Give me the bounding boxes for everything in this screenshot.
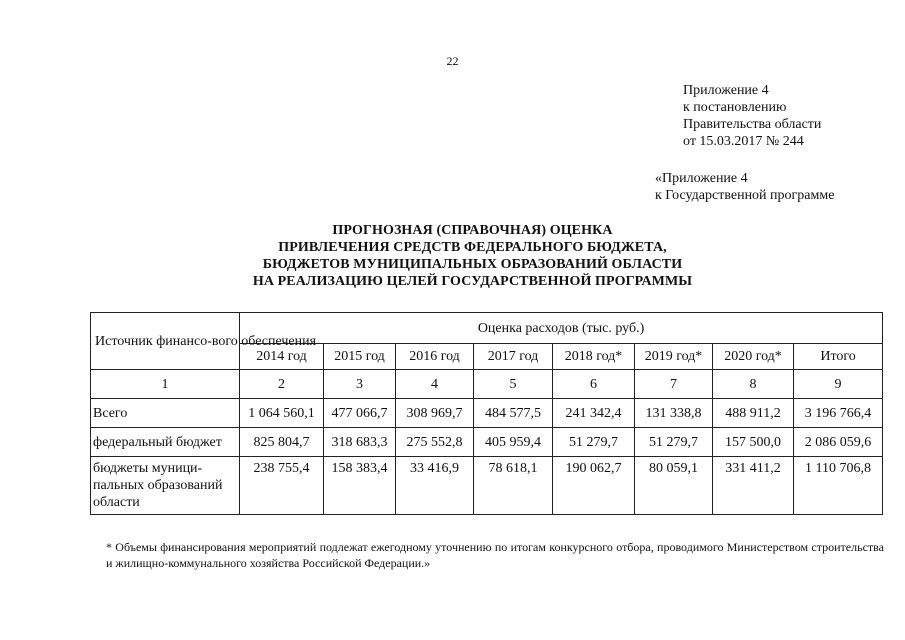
value-cell: 51 279,7 [635, 428, 713, 457]
column-number: 5 [474, 370, 553, 399]
value-cell: 80 059,1 [635, 457, 713, 515]
value-cell: 238 755,4 [240, 457, 324, 515]
table-row [91, 457, 883, 515]
value-cell: 484 577,5 [474, 399, 553, 428]
year-header: 2017 год [474, 344, 553, 370]
footnote: * Объемы финансирования мероприятий подлежат ежегодному уточнению по итогам конкурсного отбора, проводимого Министерством строительства и жилищно-коммунального хозяйства Российской Федерации.» [106, 540, 884, 570]
value-cell: 477 066,7 [324, 399, 396, 428]
value-cell: 157 500,0 [713, 428, 794, 457]
column-number: 8 [713, 370, 794, 399]
value-cell: 33 416,9 [396, 457, 474, 515]
title-line: ПРИВЛЕЧЕНИЯ СРЕДСТВ ФЕДЕРАЛЬНОГО БЮДЖЕТА, [278, 240, 667, 255]
appendix-line: Приложение 4 [683, 83, 769, 98]
source-cell: федеральный бюджет [91, 428, 240, 457]
source-cell: Всего [91, 399, 240, 428]
column-number: 3 [324, 370, 396, 399]
appendix-line: от 15.03.2017 № 244 [683, 134, 804, 149]
title-line: НА РЕАЛИЗАЦИЮ ЦЕЛЕЙ ГОСУДАРСТВЕННОЙ ПРОГРАММЫ [252, 274, 693, 289]
year-header: 2015 год [324, 344, 396, 370]
value-cell: 318 683,3 [324, 428, 396, 457]
value-cell: 1 064 560,1 [240, 399, 324, 428]
value-cell: 78 618,1 [474, 457, 553, 515]
table-row [91, 399, 883, 428]
value-cell: 488 911,2 [713, 399, 794, 428]
value-cell: 308 969,7 [396, 399, 474, 428]
year-header: 2018 год* [553, 344, 635, 370]
program-appendix-reference [655, 170, 834, 204]
appendix-reference [683, 82, 821, 150]
column-number: 9 [794, 370, 883, 399]
table-row [91, 428, 883, 457]
total-cell: 1 110 706,8 [794, 457, 883, 515]
program-appendix-line: к Государственной программе [655, 188, 835, 203]
forecast-table [90, 312, 883, 515]
program-appendix-line: «Приложение 4 [655, 171, 748, 186]
appendix-line: Правительства области [683, 117, 822, 132]
value-cell: 241 342,4 [553, 399, 635, 428]
year-header: 2016 год [396, 344, 474, 370]
value-cell: 331 411,2 [713, 457, 794, 515]
column-number: 2 [240, 370, 324, 399]
value-cell: 275 552,8 [396, 428, 474, 457]
estimate-group-header: Оценка расходов (тыс. руб.) [240, 313, 883, 344]
column-number: 4 [396, 370, 474, 399]
year-header: 2020 год* [713, 344, 794, 370]
source-header: Источник финансо-вого обеспечения [91, 313, 240, 370]
column-number: 7 [635, 370, 713, 399]
value-cell: 131 338,8 [635, 399, 713, 428]
total-header: Итого [794, 344, 883, 370]
column-number: 6 [553, 370, 635, 399]
appendix-line: к постановлению [683, 100, 787, 115]
column-number: 1 [91, 370, 240, 399]
value-cell: 51 279,7 [553, 428, 635, 457]
total-cell: 3 196 766,4 [794, 399, 883, 428]
value-cell: 158 383,4 [324, 457, 396, 515]
title-line: ПРОГНОЗНАЯ (СПРАВОЧНАЯ) ОЦЕНКА [332, 223, 613, 238]
total-cell: 2 086 059,6 [794, 428, 883, 457]
title-line: БЮДЖЕТОВ МУНИЦИПАЛЬНЫХ ОБРАЗОВАНИЙ ОБЛАСТИ [262, 257, 683, 272]
year-header: 2019 год* [635, 344, 713, 370]
year-header: 2014 год [240, 344, 324, 370]
value-cell: 825 804,7 [240, 428, 324, 457]
value-cell: 190 062,7 [553, 457, 635, 515]
document-title [0, 222, 905, 290]
value-cell: 405 959,4 [474, 428, 553, 457]
source-cell: бюджеты муници-пальных образований области [91, 457, 240, 515]
page-number: 22 [446, 54, 459, 68]
